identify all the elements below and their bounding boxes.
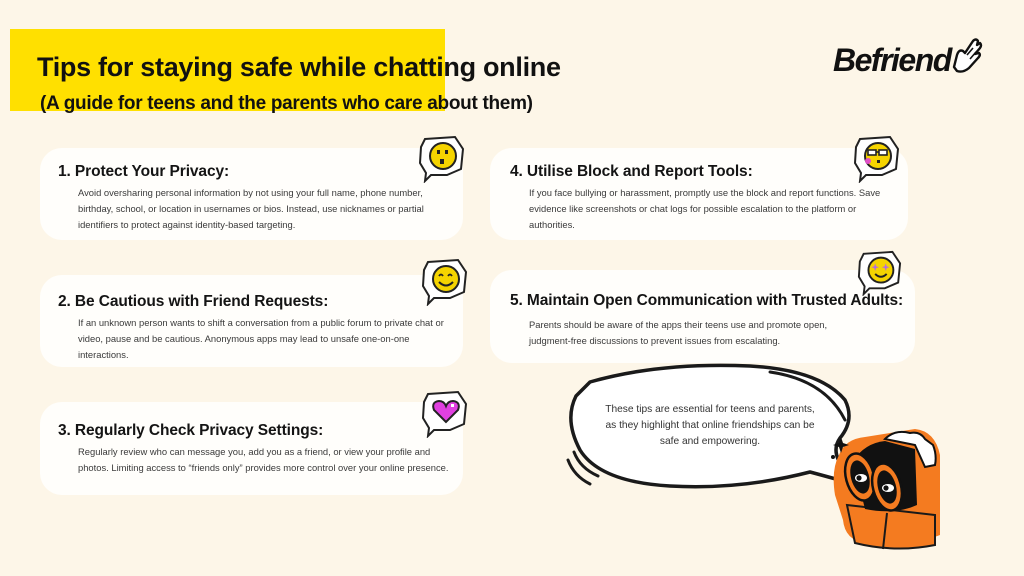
brand-name: Befriend bbox=[833, 42, 951, 78]
tip-body: Parents should be aware of the apps their teens use and promote open, judgment-free discussions to prevent issues from escalating. bbox=[529, 319, 828, 346]
page-subtitle: (A guide for teens and the parents who care about them) bbox=[40, 93, 533, 114]
star-eyes-face-icon bbox=[856, 248, 902, 301]
tip-body: If you face bullying or harassment, promptly use the block and report functions. Save evidence like screenshots or chat logs for possible escalation to the platform or authorities. bbox=[529, 187, 881, 230]
tip-title: 4. Utilise Block and Report Tools: bbox=[510, 163, 753, 180]
sunglasses-face-icon bbox=[852, 133, 900, 188]
tip-body: Avoid oversharing personal information by not using your full name, phone number, birthday, school, or location in usernames or bios. Instead, use nicknames or partial identifiers to protect against identity-based targeting. bbox=[78, 187, 424, 230]
surprised-face-icon bbox=[417, 133, 465, 188]
tip-title: 3. Regularly Check Privacy Settings: bbox=[58, 422, 324, 439]
brand-logo bbox=[833, 42, 983, 79]
tip-title: 1. Protect Your Privacy: bbox=[58, 163, 230, 180]
tip-body: Regularly review who can message you, add you as a friend, or view your profile and photos. Limiting access to “friends only” provides more control over your online presence. bbox=[78, 446, 449, 473]
heart-icon bbox=[420, 388, 468, 443]
tip-title: 5. Maintain Open Communication with Trusted Adults: bbox=[510, 292, 904, 309]
binoculars-mascot-icon bbox=[825, 425, 940, 560]
smiling-face-icon bbox=[420, 256, 468, 311]
waving-hand-icon bbox=[951, 37, 983, 78]
tip-body: If an unknown person wants to shift a conversation from a public forum to private chat or video, pause and be cautious. Anonymous apps may lead to unsafe one-on-one interactions. bbox=[78, 317, 444, 360]
callout-text: These tips are essential for teens and parents, as they highlight that online friendships can be safe and empowering. bbox=[605, 404, 815, 447]
page-title: Tips for staying safe while chatting online bbox=[37, 52, 561, 82]
tip-title: 2. Be Cautious with Friend Requests: bbox=[58, 293, 329, 310]
